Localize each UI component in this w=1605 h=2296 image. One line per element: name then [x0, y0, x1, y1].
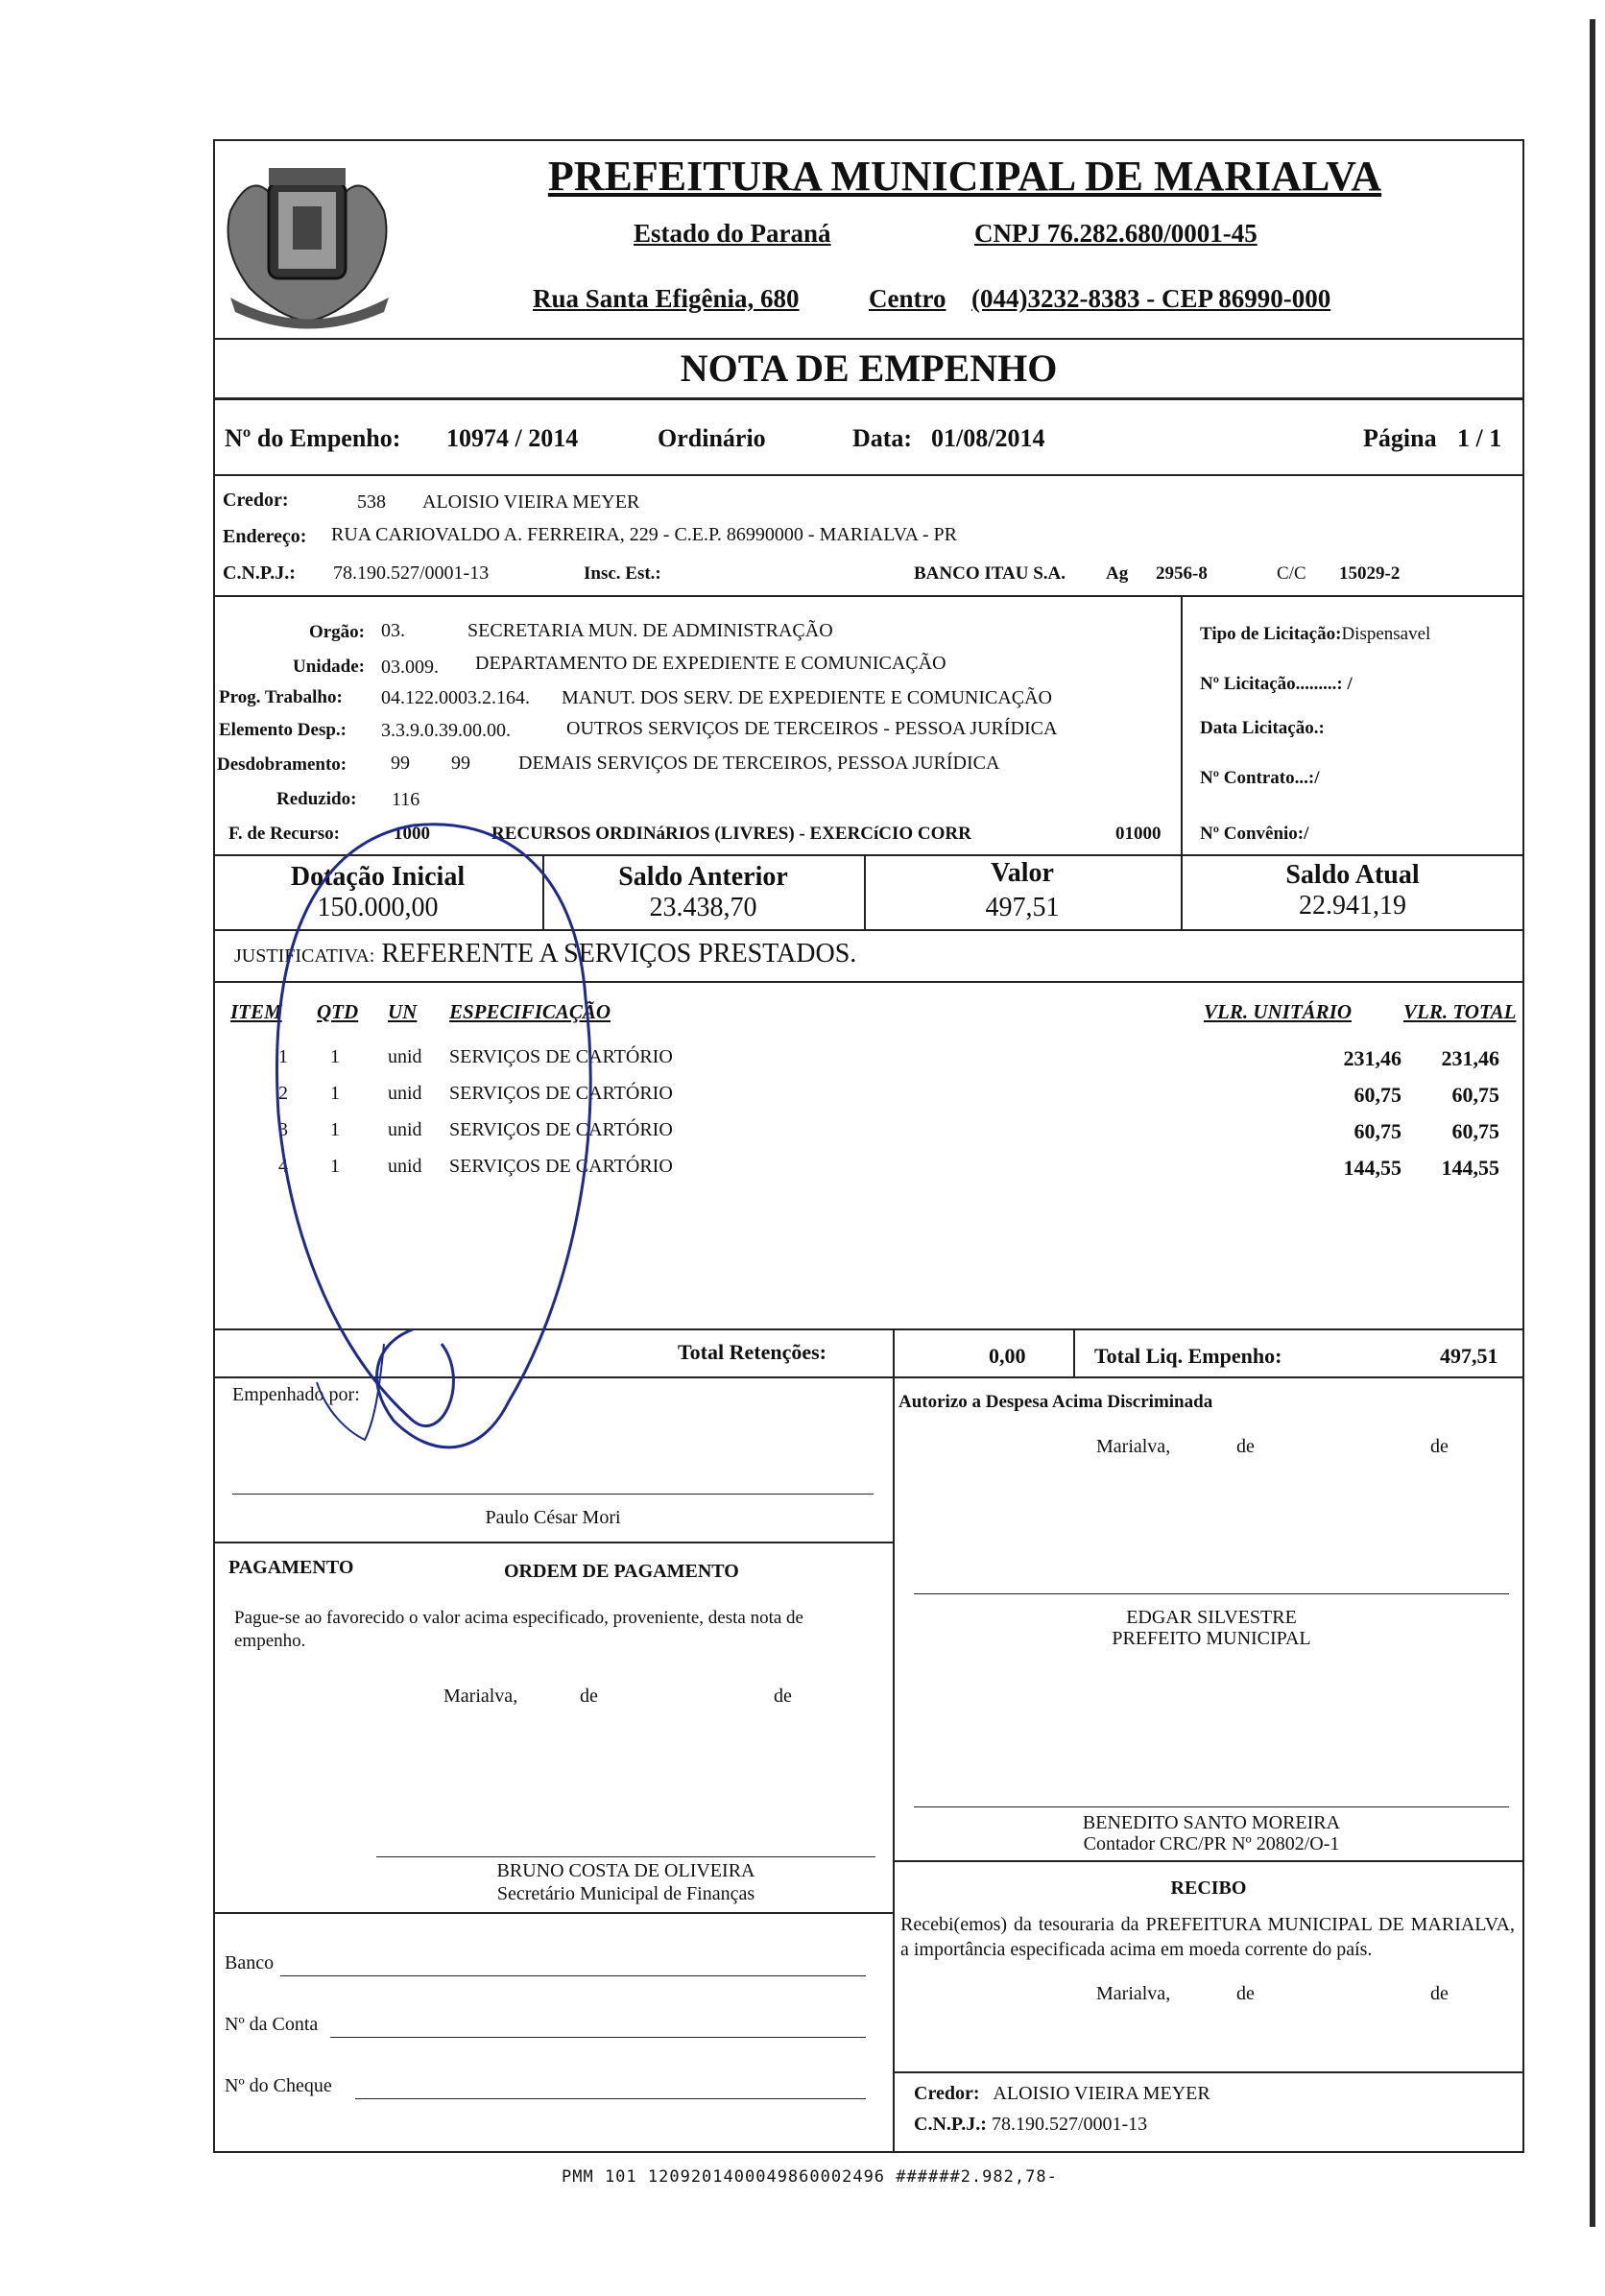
- recibo-cidade: Marialva,: [1096, 1983, 1171, 2004]
- data-licitacao: Data Licitação.:: [1200, 718, 1325, 738]
- row-un: unid: [388, 1119, 422, 1140]
- row-total: 144,55: [1441, 1156, 1499, 1180]
- pagamento-de1: de: [580, 1686, 598, 1707]
- numero-convenio: Nº Convênio:/: [1200, 824, 1309, 844]
- recibo-credor-nome: ALOISIO VIEIRA MEYER: [993, 2083, 1210, 2104]
- elemento-nome: OUTROS SERVIÇOS DE TERCEIROS - PESSOA JURÍDICA: [566, 718, 1058, 739]
- data-label: Data:: [852, 424, 913, 452]
- reduzido-valor: 116: [392, 789, 420, 810]
- recibo-credor: [914, 2083, 1210, 2105]
- row-un: unid: [388, 1083, 422, 1104]
- scan-edge: [1590, 19, 1595, 2227]
- footer-code: PMM 101 1209201400049860002496 ######2.982,78-: [562, 2167, 1058, 2187]
- coat-of-arms-logo: [211, 154, 408, 336]
- empenhado-nome: Paulo César Mori: [485, 1507, 621, 1528]
- prefeitura-title: PREFEITURA MUNICIPAL DE MARIALVA: [547, 153, 1382, 200]
- credor-cnpj: 78.190.527/0001-13: [333, 562, 490, 584]
- empenho-data: 01/08/2014: [931, 424, 1045, 452]
- conta-corrente-label: C/C: [1277, 563, 1306, 584]
- prefeito-cargo: PREFEITO MUNICIPAL: [1112, 1628, 1311, 1649]
- insc-est-label: Insc. Est.:: [584, 563, 661, 584]
- numero-contrato: Nº Contrato...:/: [1200, 768, 1320, 788]
- col-un: UN: [388, 1000, 418, 1023]
- empenho-numero: 10974 / 2014: [446, 424, 579, 452]
- recibo-credor-label: Credor:: [914, 2083, 980, 2104]
- credor-endereco: RUA CARIOVALDO A. FERREIRA, 229 - C.E.P. 86990000 - MARIALVA - PR: [331, 524, 957, 545]
- col-vlr-total: VLR. TOTAL: [1403, 1000, 1517, 1023]
- elemento-codigo: 3.3.9.0.39.00.00.: [381, 720, 511, 741]
- contador-nome: BENEDITO SANTO MOREIRA: [1082, 1812, 1341, 1833]
- justificativa-texto: REFERENTE A SERVIÇOS PRESTADOS.: [381, 939, 857, 969]
- col-item: ITEM: [230, 1000, 282, 1023]
- unidade-label: Unidade:: [293, 657, 365, 677]
- credor-label: Credor:: [223, 490, 289, 511]
- tipo-licitacao: [1200, 624, 1430, 645]
- recurso-nome: RECURSOS ORDINáRIOS (LIVRES) - EXERCíCIO CORR: [491, 824, 971, 844]
- unidade-nome: DEPARTAMENTO DE EXPEDIENTE E COMUNICAÇÃO: [475, 653, 946, 674]
- endereco-label: Endereço:: [223, 526, 307, 547]
- secretario-nome: BRUNO COSTA DE OLIVEIRA: [496, 1860, 755, 1881]
- desdobramento-cod1: 99: [391, 753, 410, 774]
- valor-label: Valor: [991, 858, 1054, 888]
- recibo-cnpj-label: C.N.P.J.:: [914, 2114, 987, 2135]
- row-qtd: 1: [330, 1046, 340, 1067]
- justificativa-label: JUSTIFICATIVA:: [234, 945, 375, 967]
- row-unitario: 144,55: [1343, 1156, 1401, 1180]
- row-un: unid: [388, 1156, 422, 1177]
- banco-label: Banco: [225, 1952, 275, 1973]
- row-especificacao: SERVIÇOS DE CARTÓRIO: [449, 1046, 673, 1067]
- row-unitario: 60,75: [1353, 1083, 1401, 1107]
- row-qtd: 1: [330, 1083, 340, 1104]
- credor-cnpj-label: C.N.P.J.:: [223, 562, 296, 584]
- tipo-licitacao-valor: Dispensavel: [1341, 624, 1431, 644]
- row-especificacao: SERVIÇOS DE CARTÓRIO: [449, 1083, 673, 1104]
- conta-corrente: 15029-2: [1339, 563, 1401, 584]
- pagina-label: Página: [1363, 424, 1437, 452]
- prefeito-nome: EDGAR SILVESTRE: [1126, 1607, 1297, 1628]
- row-item: 3: [278, 1119, 288, 1140]
- recibo-texto: Recebi(emos) da tesouraria da PREFEITURA MUNICIPAL DE MARIALVA, a importância especificada acima em moeda corrente do país.: [900, 1914, 1515, 1960]
- prog-trabalho-nome: MANUT. DOS SERV. DE EXPEDIENTE E COMUNICAÇÃO: [562, 687, 1052, 708]
- row-total: 60,75: [1451, 1083, 1499, 1107]
- unidade-codigo: 03.009.: [381, 657, 439, 678]
- state-label: Estado do Paraná: [634, 219, 831, 248]
- recibo-de1: de: [1236, 1983, 1255, 2004]
- retencoes-label: Total Retenções:: [678, 1340, 826, 1364]
- agencia-label: Ag: [1106, 563, 1129, 584]
- ordem-pagamento-label: ORDEM DE PAGAMENTO: [504, 1561, 739, 1582]
- dotacao-inicial-label: Dotação Inicial: [290, 862, 466, 892]
- recibo-label: RECIBO: [1170, 1877, 1247, 1899]
- autorizo-label: Autorizo a Despesa Acima Discriminada: [898, 1392, 1213, 1412]
- recurso-label: F. de Recurso:: [228, 824, 340, 844]
- cheque-label: Nº do Cheque: [225, 2075, 332, 2096]
- reduzido-label: Reduzido:: [276, 789, 357, 809]
- empenho-tipo: Ordinário: [658, 424, 766, 452]
- row-total: 60,75: [1451, 1119, 1499, 1143]
- row-total: 231,46: [1441, 1046, 1499, 1070]
- col-especificacao: ESPECIFICAÇÃO: [449, 1000, 611, 1023]
- pagamento-cidade: Marialva,: [443, 1686, 518, 1707]
- row-un: unid: [388, 1046, 422, 1067]
- phone-cep-label: (044)3232-8383 - CEP 86990-000: [971, 284, 1331, 313]
- pagamento-label: PAGAMENTO: [228, 1557, 354, 1578]
- saldo-atual-valor: 22.941,19: [1299, 891, 1406, 921]
- autorizo-cidade: Marialva,: [1096, 1436, 1171, 1457]
- pagina-numero: 1 / 1: [1457, 424, 1502, 452]
- orgao-label: Orgão:: [308, 622, 365, 642]
- recibo-cnpj: [914, 2114, 1147, 2136]
- district-label: Centro: [869, 284, 946, 313]
- prog-trabalho-codigo: 04.122.0003.2.164.: [381, 687, 530, 708]
- agencia: 2956-8: [1156, 563, 1208, 584]
- orgao-codigo: 03.: [381, 620, 405, 641]
- secretario-cargo: Secretário Municipal de Finanças: [496, 1883, 755, 1904]
- desdobramento-cod2: 99: [451, 753, 470, 774]
- recurso-numero: 01000: [1115, 824, 1162, 844]
- elemento-label: Elemento Desp.:: [219, 720, 347, 740]
- conta-label: Nº da Conta: [225, 2014, 319, 2035]
- row-especificacao: SERVIÇOS DE CARTÓRIO: [449, 1156, 673, 1177]
- contador-cargo: Contador CRC/PR Nº 20802/O-1: [1083, 1833, 1340, 1854]
- tipo-licitacao-label: Tipo de Licitação:: [1200, 624, 1342, 644]
- recibo-cnpj-valor: 78.190.527/0001-13: [991, 2114, 1148, 2135]
- autorizo-de1: de: [1236, 1436, 1255, 1457]
- liquido-label: Total Liq. Empenho:: [1094, 1344, 1282, 1368]
- col-vlr-unitario: VLR. UNITÁRIO: [1204, 1000, 1353, 1023]
- row-item: 4: [278, 1156, 288, 1177]
- valor-empenho: 497,51: [985, 893, 1060, 922]
- credor-nome: ALOISIO VIEIRA MEYER: [422, 491, 640, 513]
- liquido-valor: 497,51: [1440, 1344, 1498, 1368]
- pagamento-de2: de: [774, 1686, 792, 1707]
- orgao-nome: SECRETARIA MUN. DE ADMINISTRAÇÃO: [467, 620, 833, 641]
- saldo-anterior-label: Saldo Anterior: [618, 862, 788, 892]
- row-item: 1: [278, 1046, 288, 1067]
- banco-nome: BANCO ITAU S.A.: [914, 563, 1066, 584]
- row-unitario: 60,75: [1353, 1119, 1401, 1143]
- address-label: Rua Santa Efigênia, 680: [533, 284, 800, 313]
- cnpj-label: CNPJ 76.282.680/0001-45: [974, 219, 1258, 248]
- col-qtd: QTD: [317, 1000, 359, 1023]
- retencoes-valor: 0,00: [989, 1344, 1026, 1368]
- autorizo-de2: de: [1430, 1436, 1449, 1457]
- row-item: 2: [278, 1083, 288, 1104]
- row-qtd: 1: [330, 1156, 340, 1177]
- recibo-de2: de: [1430, 1983, 1449, 2004]
- desdobramento-nome: DEMAIS SERVIÇOS DE TERCEIROS, PESSOA JURÍDICA: [518, 753, 1000, 774]
- saldo-atual-label: Saldo Atual: [1285, 860, 1420, 890]
- dotacao-inicial-valor: 150.000,00: [317, 893, 439, 922]
- recurso-codigo: 1000: [394, 824, 430, 844]
- desdobramento-label: Desdobramento:: [217, 754, 347, 775]
- credor-codigo: 538: [357, 491, 386, 513]
- row-unitario: 231,46: [1343, 1046, 1401, 1070]
- empenho-numero-label: Nº do Empenho:: [225, 424, 401, 452]
- prog-trabalho-label: Prog. Trabalho:: [219, 687, 343, 707]
- pague-se-texto: Pague-se ao favorecido o valor acima especificado, proveniente, desta nota de empenho.: [234, 1608, 803, 1651]
- empenhado-por-label: Empenhado por:: [232, 1384, 360, 1405]
- numero-licitacao: Nº Licitação.........: /: [1200, 674, 1353, 694]
- row-qtd: 1: [330, 1119, 340, 1140]
- row-especificacao: SERVIÇOS DE CARTÓRIO: [449, 1119, 673, 1140]
- doc-title: NOTA DE EMPENHO: [680, 347, 1058, 390]
- saldo-anterior-valor: 23.438,70: [649, 893, 757, 922]
- pen-signature-mark: [250, 806, 653, 1497]
